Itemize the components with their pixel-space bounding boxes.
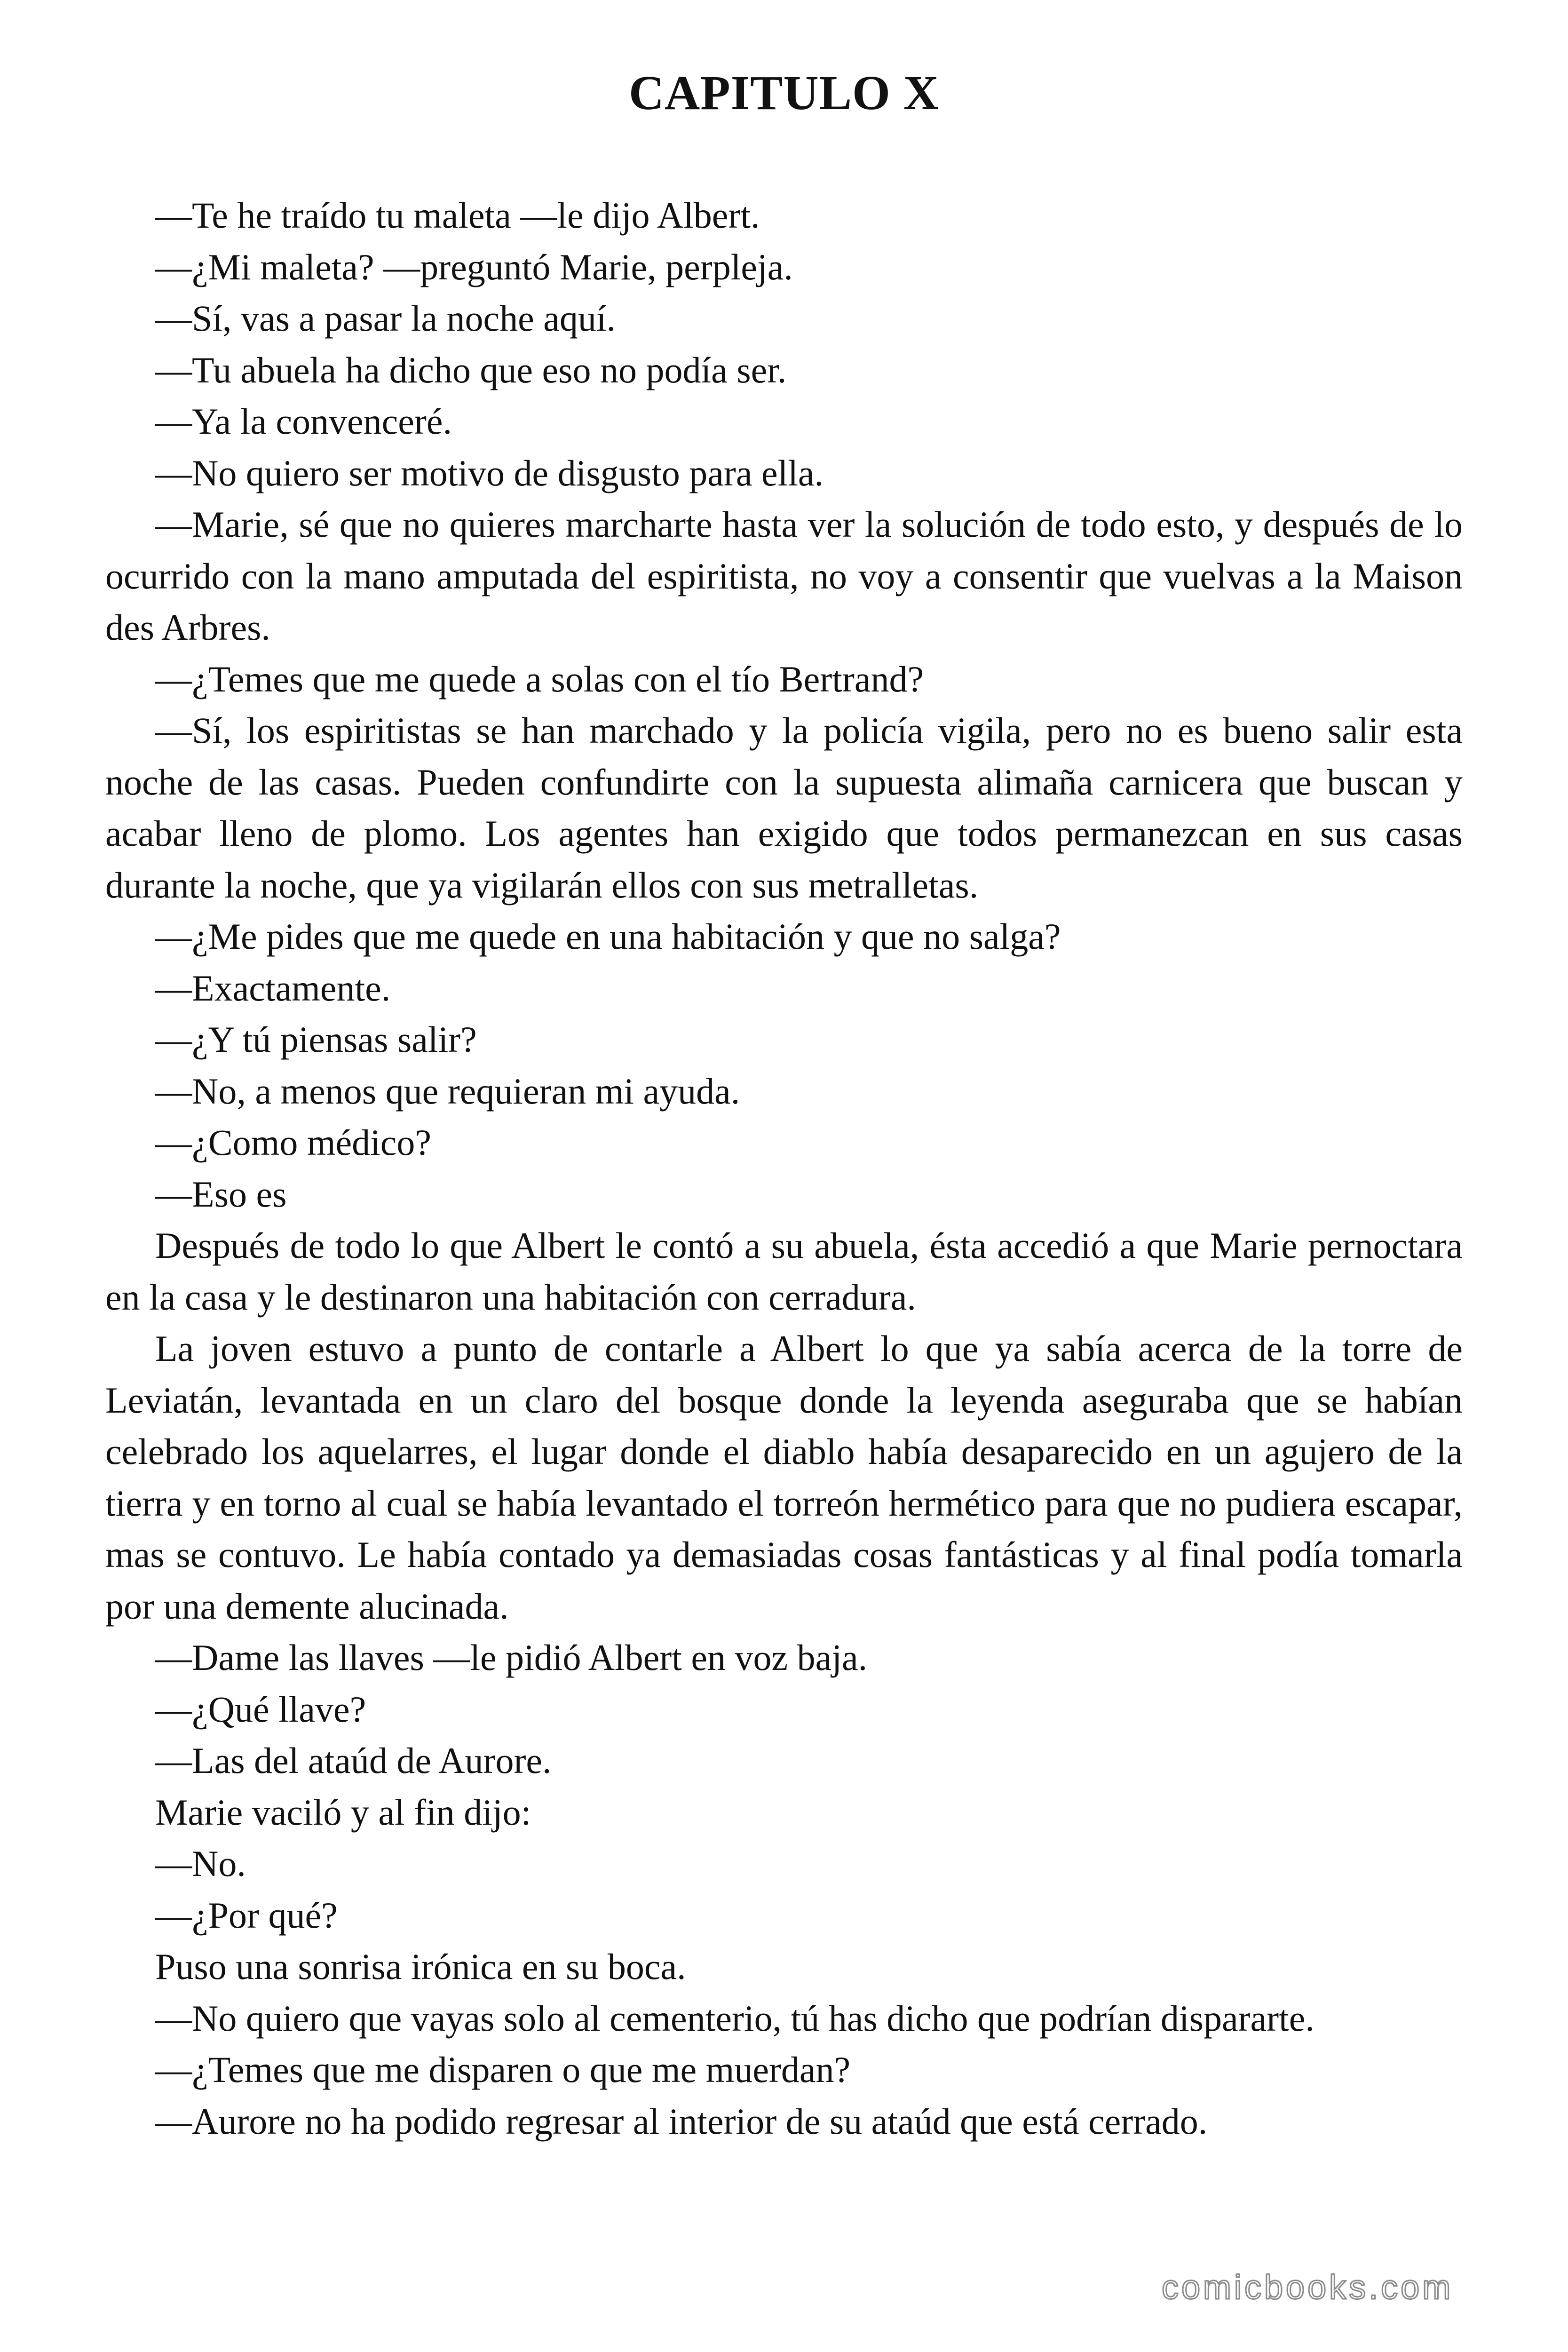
paragraph: La joven estuvo a punto de contarle a Albert lo que ya sabía acerca de la torre de Leviatán, levantada en un claro del bosque donde la leyenda aseguraba que se habían celebrado los aquelarres, el lugar donde el diablo había desaparecido en un agujero de la tierra y en torno al cual se había levantado el torreón hermético para que no pudiera escapar, mas se contuvo. Le había contado ya demasiadas cosas fantásticas y al final podía tomarla por una demente alucinada. xyxy=(105,1328,1463,1627)
paragraph: Marie vaciló y al fin dijo: xyxy=(155,1791,531,1833)
paragraph: —¿Me pides que me quede en una habitación y que no salga? xyxy=(155,916,1061,957)
paragraph: —Sí, los espiritistas se han marchado y la policía vigila, pero no es bueno salir esta noche de las casas. Pueden confundirte con la supuesta alimaña carnicera que buscan y acabar lleno de plomo. Los agentes han exigido que todos permanezcan en sus casas durante la noche, que ya vigilarán ellos con sus metralletas. xyxy=(105,710,1463,906)
paragraph: —Eso es xyxy=(155,1173,287,1215)
paragraph: —¿Qué llave? xyxy=(155,1688,366,1730)
paragraph: —Te he traído tu maleta —le dijo Albert. xyxy=(155,195,760,236)
paragraph: —Dame las llaves —le pidió Albert en voz baja. xyxy=(155,1637,868,1678)
paragraph: —Aurore no ha podido regresar al interior de su ataúd que está cerrado. xyxy=(155,2100,1208,2142)
paragraph: Puso una sonrisa irónica en su boca. xyxy=(155,1946,686,1987)
paragraph: Después de todo lo que Albert le contó a su abuela, ésta accedió a que Marie pernoctara en la casa y le destinaron una habitación con cerradura. xyxy=(105,1225,1463,1318)
paragraph: —No. xyxy=(155,1843,246,1884)
chapter-title: CAPITULO X xyxy=(628,66,940,120)
watermark: comicbooks.com xyxy=(1162,2269,1454,2306)
paragraph: —¿Por qué? xyxy=(155,1894,338,1936)
paragraph: —Exactamente. xyxy=(155,967,391,1009)
paragraph: —¿Temes que me disparen o que me muerdan? xyxy=(155,2049,851,2090)
paragraph: —No, a menos que requieran mi ayuda. xyxy=(155,1070,740,1112)
chapter-text xyxy=(105,190,1463,2147)
paragraph: —¿Mi maleta? —preguntó Marie, perpleja. xyxy=(155,246,793,287)
paragraph: —No quiero ser motivo de disgusto para ella. xyxy=(155,452,824,493)
paragraph: —¿Y tú piensas salir? xyxy=(155,1019,477,1060)
paragraph: —¿Como médico? xyxy=(155,1122,432,1163)
paragraph: —No quiero que vayas solo al cementerio, tú has dicho que podrían dispararte. xyxy=(155,1997,1315,2039)
paragraph: —Marie, sé que no quieres marcharte hasta ver la solución de todo esto, y después de lo ocurrido con la mano amputada del espiritista, no voy a consentir que vuelvas a la Maison des Arbres. xyxy=(105,504,1463,648)
paragraph: —Tu abuela ha dicho que eso no podía ser. xyxy=(155,349,787,390)
paragraph: —Las del ataúd de Aurore. xyxy=(155,1740,552,1781)
paragraph: —Ya la convenceré. xyxy=(155,401,452,442)
paragraph: —¿Temes que me quede a solas con el tío Bertrand? xyxy=(155,658,924,699)
paragraph: —Sí, vas a pasar la noche aquí. xyxy=(155,298,616,339)
